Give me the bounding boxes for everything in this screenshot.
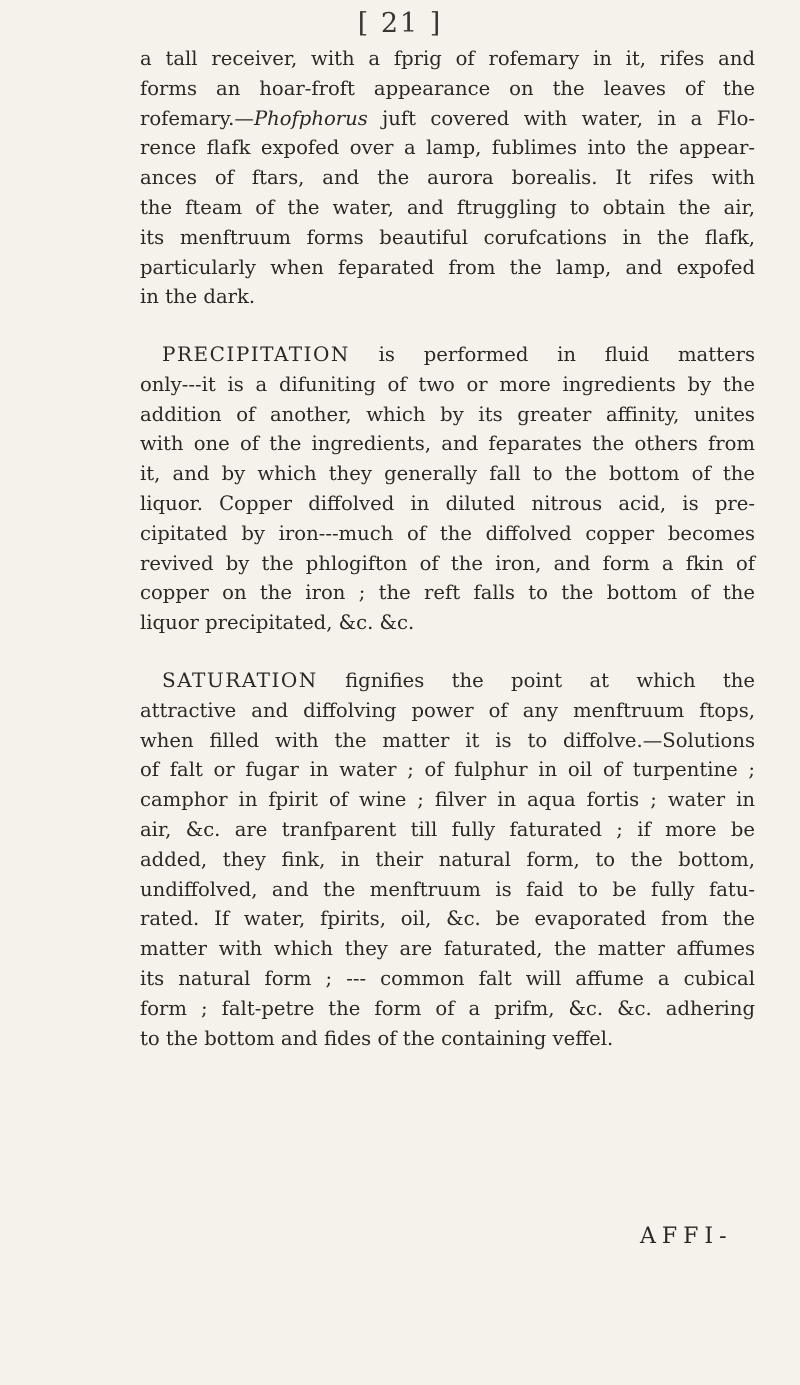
text-line: rated. If water, fpirits, oil, &c. be evaporated from the: [140, 907, 755, 931]
text-line: added, they fink, in their natural form, to the bottom,: [140, 847, 755, 871]
text-line: to the bottom and fides of the containing veffel.: [140, 1026, 614, 1050]
text-fragment: fignifies the point at which the: [317, 669, 755, 692]
text-line: air, &c. are tranfparent till fully faturated ; if more be: [140, 817, 755, 841]
text-line: revived by the phlogifton of the iron, and form a fkin of: [140, 551, 755, 575]
text-line: of falt or fugar in water ; of fulphur in oil of turpentine ;: [140, 758, 755, 782]
text-line: [140, 666, 755, 696]
text-line: camphor in fpirit of wine ; filver in aqua fortis ; water in: [140, 788, 755, 812]
text-line: its menftruum forms beautiful corufcations in the flafk,: [140, 225, 755, 249]
text-line: attractive and diffolving power of any menftruum ftops,: [140, 698, 755, 722]
text-line: rence flafk expofed over a lamp, fublimes into the appear-: [140, 136, 755, 160]
text-line: forms an hoar-froft appearance on the leaves of the: [140, 76, 755, 100]
text-line: copper on the iron ; the reft falls to the bottom of the: [140, 581, 755, 605]
section-heading: PRECIPITATION: [162, 342, 350, 366]
text-line: only---it is a difuniting of two or more ingredients by the: [140, 372, 755, 396]
text-fragment: is performed in fluid matters: [349, 343, 755, 366]
page-number: [ 21 ]: [357, 8, 443, 39]
text-line: form ; falt-petre the form of a prifm, &c. &c. adhering: [140, 996, 755, 1020]
text-line: particularly when feparated from the lamp, and expofed: [140, 255, 755, 279]
section-heading: SATURATION: [162, 668, 318, 692]
text-fragment: juft covered with water, in a Flo-: [367, 106, 755, 130]
text-line: ances of ftars, and the aurora borealis. It rifes with: [140, 166, 755, 190]
text-line: undiffolved, and the menftruum is faid to be fully fatu-: [140, 877, 755, 901]
text-line: liquor. Copper diffolved in diluted nitrous acid, is pre-: [140, 491, 755, 515]
text-line: the fteam of the water, and ftruggling to obtain the air,: [140, 195, 755, 219]
paragraph-precipitation: [140, 340, 755, 638]
italic-term: Phofphorus: [253, 106, 368, 130]
paragraph-saturation: [140, 666, 755, 1053]
text-line: cipitated by iron---much of the diffolved copper becomes: [140, 521, 755, 545]
text-line: when filled with the matter it is to diffolve.—Solutions: [140, 728, 755, 752]
text-line: it, and by which they generally fall to the bottom of the: [140, 462, 755, 486]
text-fragment: rofemary.—: [140, 106, 254, 130]
text-line: its natural form ; --- common falt will affume a cubical: [140, 966, 755, 990]
text-line: [140, 340, 755, 370]
text-line: addition of another, which by its greater affinity, unites: [140, 402, 755, 426]
text-line: in the dark.: [140, 285, 256, 309]
paragraph-phosphorus: [140, 44, 755, 312]
text-line: a tall receiver, with a fprig of rofemary in it, rifes and: [140, 47, 755, 70]
catchword: AFFI-: [640, 1224, 733, 1249]
text-line: with one of the ingredients, and feparates the others from: [140, 432, 755, 456]
text-line: [140, 104, 755, 134]
text-line: liquor precipitated, &c. &c.: [140, 611, 415, 635]
text-line: matter with which they are faturated, the matter affumes: [140, 937, 755, 961]
